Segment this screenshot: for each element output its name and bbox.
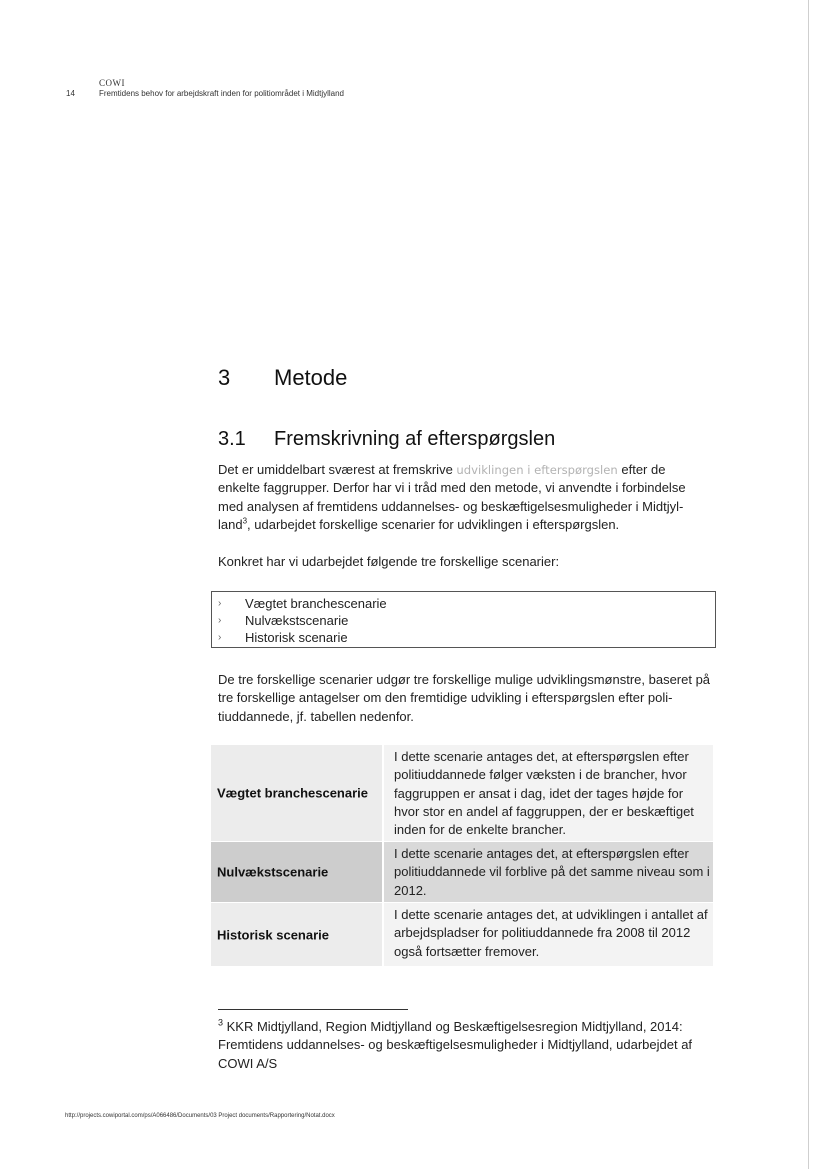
table-label-cell [211,745,382,841]
scenario-description: I dette scenarie antages det, at efterspørgslen efter politiuddannede vil forblive på det samme niveau som i 2012. [394,846,710,898]
table-description-cell [384,903,713,966]
bullet-chevron-icon: › [218,632,222,643]
intro-text-start: Det er umiddelbart sværest at fremskrive [218,462,457,477]
table-label-cell [211,903,382,966]
page-edge-line [808,0,809,1169]
footnote [218,1018,718,1073]
table-description-cell [384,745,713,841]
footnote-number: 3 [218,1017,224,1028]
brand-logo: COWI [99,78,125,88]
faded-text: udviklingen i efterspørgslen [456,463,618,477]
footnote-reference[interactable]: 3 [242,516,248,526]
running-header: Fremtidens behov for arbejdskraft inden for politiområdet i Midtjylland [99,89,345,98]
table-description-cell [384,842,713,902]
section-number: 3.1 [218,428,246,450]
section-title: Fremskrivning af efterspørgslen [274,428,556,450]
list-item-label: Vægtet branchescenarie [245,596,387,611]
footnote-text: KKR Midtjylland, Region Midtjylland og Beskæftigelsesregion Midtjylland, 2014: Fremtidens uddannelses- og beskæftigelsesmuligheder i Midtjylland, udarbejdet af COWI A/S [218,1019,693,1071]
scenario-name: Historisk scenarie [217,927,330,942]
scenario-list-box [211,591,716,648]
intro-text-end: , udarbejdet forskellige scenarier for udviklingen i efterspørgslen. [247,516,620,532]
chapter-title: Metode [274,365,348,390]
table-label-cell [211,842,382,902]
table-row [211,842,713,902]
bullet-chevron-icon: › [218,598,222,609]
list-item-label: Nulvækstscenarie [245,613,349,628]
intro-text-rest: enkelte faggrupper. Derfor har vi i tråd med den metode, vi anvendte i forbindelse med analysen af fremtidens uddannelses- og beskæftigelsesmuligheder i Midtjyl-land [218,480,686,532]
scenario-name: Vægtet branchescenarie [217,785,369,801]
page-number: 14 [66,89,75,98]
scenario-description-paragraph: De tre forskellige scenarier udgør tre forskellige mulige udviklingsmønstre, baseret på tre forskellige antagelser om den fremtidige udvikling i efterspørgslen efter poli-tiuddannede, jf. tabellen nedenfor. [218,672,711,724]
scenario-description: I dette scenarie antages det, at efterspørgslen efter politiuddannede følger væksten i de brancher, hvor faggruppen er ansat i dag, idet der tages højde for hvor stor en andel af faggruppen, der er beskæftiget inden for de enkelte brancher. [394,749,694,838]
table-row [211,745,713,841]
scenario-description: I dette scenarie antages det, at udviklingen i antallet af arbejdspladser for politiuddannede fra 2008 til 2012 også fortsætter fremover. [394,907,708,959]
list-item-label: Historisk scenarie [245,630,348,645]
footnote-divider [218,1009,408,1010]
lead-in-paragraph: Konkret har vi udarbejdet følgende tre forskellige scenarier: [218,554,560,569]
intro-text-line1-end: efter de [617,462,666,477]
footer-file-path: http://projects.cowiportal.com/ps/A066486/Documents/03 Project documents/Rapportering/Notat.docx [65,1113,335,1119]
scenario-name: Nulvækstscenarie [217,864,329,880]
chapter-number: 3 [218,365,231,390]
intro-paragraph [218,461,713,534]
bullet-chevron-icon: › [218,615,222,626]
table-row [211,903,713,966]
